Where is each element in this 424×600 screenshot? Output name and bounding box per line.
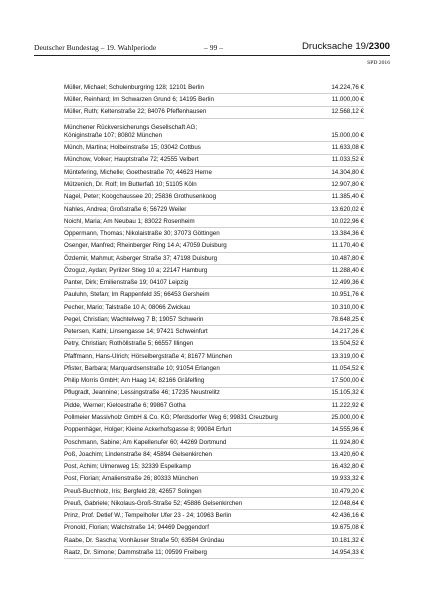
donor-name-address: Özdemir, Mahmut; Asberger Straße 37; 47198 Duisburg xyxy=(64,254,218,262)
donation-amount: 11.033,52 € xyxy=(331,156,364,164)
table-row xyxy=(64,142,364,154)
donor-name-address: Münchener Rückversicherungs Gesellschaft AG; Königinstraße 107; 80802 München xyxy=(64,124,198,139)
document-label: Drucksache 19/ xyxy=(302,41,369,52)
donor-name-address: Preuß-Buchholz, Iris; Bergfeld 28; 42657 Solingen xyxy=(64,487,202,495)
donor-name-address: Müller, Reinhard; Im Schwarzen Grund 6; 14195 Berlin xyxy=(64,96,214,104)
donor-name-address: Panter, Dirk; Emilienstraße 19; 04107 Leipzig xyxy=(64,279,189,287)
donor-name-address: Pronold, Florian; Walchstraße 14; 94469 Deggendorf xyxy=(64,524,209,532)
page-number: – 99 – xyxy=(204,43,223,52)
donation-amount: 17.500,00 € xyxy=(331,377,364,385)
table-row xyxy=(64,191,364,203)
table-row xyxy=(64,498,364,510)
table-row xyxy=(64,351,364,363)
donor-name-address: Poppenhäger, Holger; Kleine Ackerhofsgasse 8; 99084 Erfurt xyxy=(64,426,232,434)
donation-amount: 13.420,60 € xyxy=(331,450,364,458)
table-row xyxy=(64,289,364,301)
donor-name-address: Petersen, Kathi; Linsengasse 14; 97421 Schweinfurt xyxy=(64,328,208,336)
table-row xyxy=(64,510,364,522)
donor-name-address: Philip Morris GmbH; Am Haag 14; 82166 Gräfelfing xyxy=(64,377,205,385)
donor-name-address: Müller, Ruth; Keltenstraße 22; 84076 Pfeffenhausen xyxy=(64,108,207,116)
table-row xyxy=(64,412,364,424)
donor-name-address: Münchow, Volker; Hauptstraße 72; 42555 Velbert xyxy=(64,156,199,164)
table-row xyxy=(64,449,364,461)
donation-amount: 11.385,40 € xyxy=(331,193,364,201)
donor-name-address: Müntefering, Michelle; Goethestraße 70; 44623 Herne xyxy=(64,168,212,176)
donor-name-address: Petry, Christian; Rothöllstraße 5; 66557 Illingen xyxy=(64,340,194,348)
donation-amount: 10.181,32 € xyxy=(331,536,364,544)
document-number xyxy=(302,41,390,52)
donation-amount: 19.933,32 € xyxy=(331,475,364,483)
table-row xyxy=(64,547,364,559)
donation-amount: 10.479,20 € xyxy=(331,487,364,495)
table-row xyxy=(64,523,364,535)
table-row xyxy=(64,486,364,498)
table-row xyxy=(64,535,364,547)
table-row xyxy=(64,155,364,167)
table-row xyxy=(64,388,364,400)
donor-table xyxy=(64,82,364,559)
table-row xyxy=(64,314,364,326)
donation-amount: 11.000,00 € xyxy=(331,96,364,104)
donation-amount: 14.224,76 € xyxy=(331,83,364,91)
parliament-title: Deutscher Bundestag – 19. Wahlperiode xyxy=(34,43,157,52)
donation-amount: 11.633,08 € xyxy=(331,144,364,152)
donation-amount: 12.048,64 € xyxy=(331,499,364,507)
table-row xyxy=(64,119,364,143)
table-row xyxy=(64,253,364,265)
party-year-label: SPD 2016 xyxy=(367,60,390,66)
donation-amount: 13.384,36 € xyxy=(331,230,364,238)
table-row xyxy=(64,326,364,338)
donor-name-address: Noichl, Maria; Am Neubau 1; 83022 Rosenheim xyxy=(64,217,195,225)
donor-name-address: Post, Achim; Ulmenweg 15; 32339 Espelkamp xyxy=(64,463,191,471)
donor-name-address: Pfaffmann, Hans-Ulrich; Hörselbergstraße 4; 81677 München xyxy=(64,352,233,360)
donation-amount: 11.054,52 € xyxy=(331,364,364,372)
donation-amount: 10.022,96 € xyxy=(331,217,364,225)
donation-amount: 11.170,40 € xyxy=(331,242,364,250)
table-row xyxy=(64,94,364,106)
table-row xyxy=(64,216,364,228)
table-row xyxy=(64,375,364,387)
donation-amount: 42.436,16 € xyxy=(331,512,364,520)
donor-name-address: Raatz, Dr. Simone; Dammstraße 11; 09599 Freiberg xyxy=(64,548,207,556)
table-row xyxy=(64,82,364,94)
donor-name-address: Mützenich, Dr. Rolf; Im Butterfaß 10; 51105 Köln xyxy=(64,180,197,188)
table-row xyxy=(64,204,364,216)
donor-name-address: Oppermann, Thomas; Nikolaistraße 30; 37073 Göttingen xyxy=(64,230,220,238)
donation-amount: 10.487,80 € xyxy=(331,254,364,262)
donation-amount: 14.555,96 € xyxy=(331,426,364,434)
page-header xyxy=(34,41,390,55)
donation-amount: 11.222,92 € xyxy=(331,401,364,409)
donor-name-address: Nagel, Peter; Koogchaussee 20; 25836 Grothusenkoog xyxy=(64,193,217,201)
table-row xyxy=(64,228,364,240)
table-row xyxy=(64,179,364,191)
donation-amount: 10.951,76 € xyxy=(331,291,364,299)
table-row xyxy=(64,461,364,473)
table-row xyxy=(64,400,364,412)
donor-name-address: Poschmann, Sabine; Am Kapellenufer 60; 44269 Dortmund xyxy=(64,438,227,446)
table-row xyxy=(64,437,364,449)
table-row xyxy=(64,107,364,119)
donation-amount: 78.648,25 € xyxy=(331,315,364,323)
donation-amount: 13.504,52 € xyxy=(331,340,364,348)
donor-name-address: Preuß, Gabriele; Nikolaus-Groß-Straße 52; 45886 Gelsenkirchen xyxy=(64,499,243,507)
donor-name-address: Prinz, Prof. Detlef W.; Tempelhofer Ufer 23 - 24; 10963 Berlin xyxy=(64,512,232,520)
donation-amount: 12.499,36 € xyxy=(331,279,364,287)
donor-name-address: Pollmeier Massivholz GmbH & Co. KG; Pferdsdorfer Weg 6; 99831 Creuzburg xyxy=(64,414,278,422)
donation-amount: 10.310,00 € xyxy=(331,303,364,311)
donation-amount: 13.620,02 € xyxy=(331,205,364,213)
table-row xyxy=(64,240,364,252)
donor-name-address: Özoguz, Aydan; Pyrilzer Stieg 10 a; 22147 Hamburg xyxy=(64,266,208,274)
donation-amount: 15.105,32 € xyxy=(331,389,364,397)
donor-name-address: Pauluhn, Stefan; Im Rappenfeld 35; 66453 Gersheim xyxy=(64,291,210,299)
header-rule xyxy=(34,55,390,56)
document-number-value: 2300 xyxy=(368,41,390,52)
donor-name-address: Post, Florian; Amalienstraße 26; 80333 München xyxy=(64,475,199,483)
donation-amount: 12.568,12 € xyxy=(331,108,364,116)
donation-amount: 19.675,08 € xyxy=(331,524,364,532)
table-row xyxy=(64,265,364,277)
table-row xyxy=(64,302,364,314)
donation-amount: 14.217,26 € xyxy=(331,328,364,336)
table-row xyxy=(64,424,364,436)
donor-name-address: Münch, Martina; Holbeinstraße 15; 03042 Cottbus xyxy=(64,144,201,152)
donor-name-address: Raabe, Dr. Sascha; Vonhäuser Straße 50; 63584 Gründau xyxy=(64,536,225,544)
table-row xyxy=(64,339,364,351)
donor-name-address: Pfister, Barbara; Marquardsenstraße 10; 91054 Erlangen xyxy=(64,364,220,372)
donor-name-address: Osenger, Manfred; Rheinberger Ring 14 A; 47059 Duisburg xyxy=(64,242,227,250)
table-row xyxy=(64,473,364,485)
donor-name-address: Pegel, Christian; Wachtelweg 7 B; 19057 Schwerin xyxy=(64,315,204,323)
donation-amount: 14.304,80 € xyxy=(331,168,364,176)
donor-name-address: Pecher, Mario; Talstraße 10 A; 08066 Zwickau xyxy=(64,303,191,311)
donation-amount: 25.000,00 € xyxy=(331,414,364,422)
donor-name-address: Müller, Michael; Schulenburgring 128; 12101 Berlin xyxy=(64,83,204,91)
donor-name-address: Nahles, Andrea; Großstraße 6; 56729 Weiler xyxy=(64,205,187,213)
table-row xyxy=(64,277,364,289)
donation-amount: 16.432,80 € xyxy=(331,463,364,471)
donation-amount: 11.288,40 € xyxy=(331,266,364,274)
donor-name-address: Pflugradt, Jeannine; Lessingstraße 46; 17235 Neustrelitz xyxy=(64,389,220,397)
donor-name-address: Pidde, Werner; Kielcestraße 6; 99867 Gotha xyxy=(64,401,186,409)
donation-amount: 12.907,80 € xyxy=(331,180,364,188)
donor-name-address: Poß, Joachim; Lindenstraße 84; 45894 Gelsenkirchen xyxy=(64,450,212,458)
table-row xyxy=(64,167,364,179)
donation-amount: 14.954,33 € xyxy=(331,548,364,556)
donation-amount: 15.000,00 € xyxy=(331,131,364,139)
table-row xyxy=(64,363,364,375)
donation-amount: 11.924,80 € xyxy=(331,438,364,446)
donation-amount: 13.319,00 € xyxy=(331,352,364,360)
